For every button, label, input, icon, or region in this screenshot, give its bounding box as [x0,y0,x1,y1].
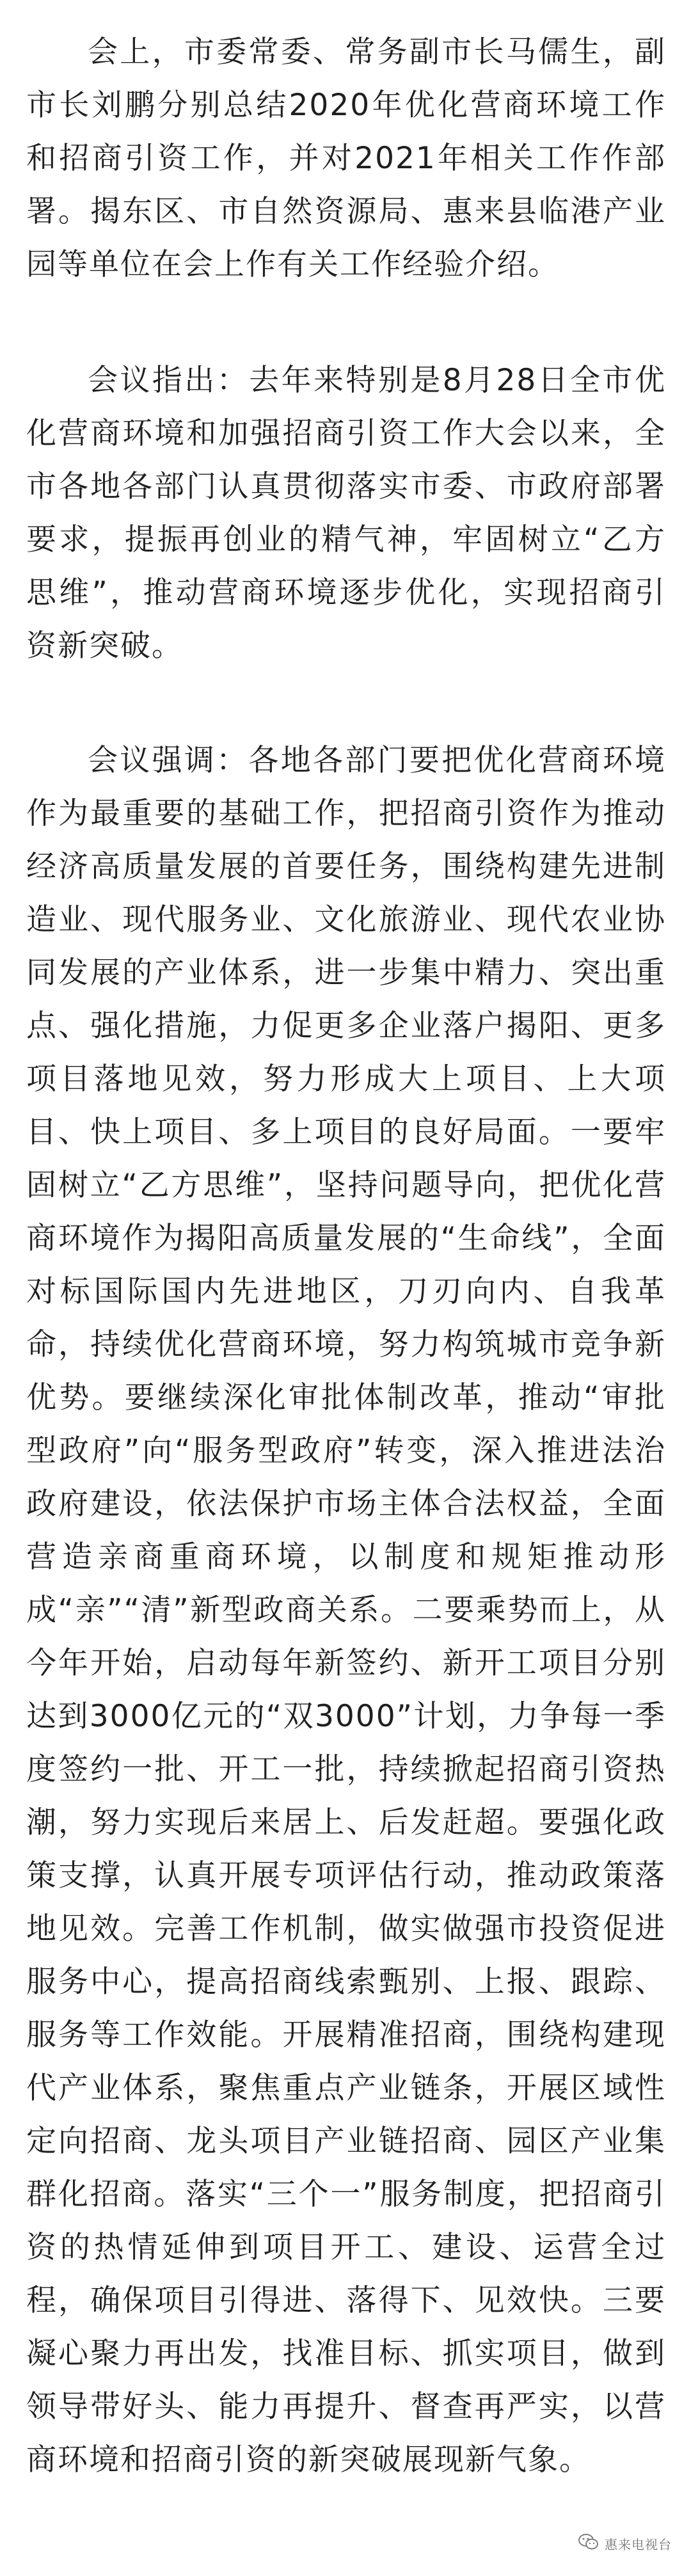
wechat-icon [578,2532,600,2554]
watermark-label: 惠来电视台 [605,2536,672,2552]
paragraph-meeting-summary: 会上，市委常委、常务副市长马儒生，副市长刘鹏分别总结2020年优化营商环境工作和招商引资工作，并对2021年相关工作作部署。揭东区、市自然资源局、惠来县临港产业园等单位在会上作有关工作经验介绍。 [26,35,666,282]
article-body [26,26,666,2486]
paragraph-meeting-emphasized: 会议强调：各地各部门要把优化营商环境作为最重要的基础工作，把招商引资作为推动经济高质量发展的首要任务，围绕构建先进制造业、现代服务业、文化旅游业、现代农业协同发展的产业体系，进一步集中精力、突出重点、强化措施，力促更多企业落户揭阳、更多项目落地见效，努力形成大上项目、上大项目、快上项目、多上项目的良好局面。一要牢固树立“乙方思维”，坚持问题导向，把优化营商环境作为揭阳高质量发展的“生命线”，全面对标国际国内先进地区，刀刃向内、自我革命，持续优化营商环境，努力构筑城市竞争新优势。要继续深化审批体制改革，推动“审批型政府”向“服务型政府”转变，深入推进法治政府建设，依法保护市场主体合法权益，全面营造亲商重商环境，以制度和规矩推动形成“亲”“清”新型政商关系。二要乘势而上，从今年开始，启动每年新签约、新开工项目分别达到3000亿元的“双3000”计划，力争每一季度签约一批、开工一批，持续掀起招商引资热潮，努力实现后来居上、后发赶超。要强化政策支撑，认真开展专项评估行动，推动政策落地见效。完善工作机制，做实做强市投资促进服务中心，提高招商线索甄别、上报、跟踪、服务等工作效能。开展精准招商，围绕构建现代产业体系，聚焦重点产业链条，开展区域性定向招商、龙头项目产业链招商、园区产业集群化招商。落实“三个一”服务制度，把招商引资的热情延伸到项目开工、建设、运营全过程，确保项目引得进、落得下、见效快。三要凝心聚力再出发，找准目标、抓实项目，做到领导带好头、能力再提升、督查再严实，以营商环境和招商引资的新突破展现新气象。 [26,743,666,2477]
paragraph-spacer [26,672,666,734]
paragraph-spacer [26,291,666,354]
watermark [578,2532,672,2554]
paragraph-meeting-pointed-out: 会议指出：去年来特别是8月28日全市优化营商环境和加强招商引资工作大会以来，全市各地各部门认真贯彻落实市委、市政府部署要求，提振再创业的精气神，牢固树立“乙方思维”，推动营商环境逐步优化，实现招商引资新突破。 [26,363,666,664]
